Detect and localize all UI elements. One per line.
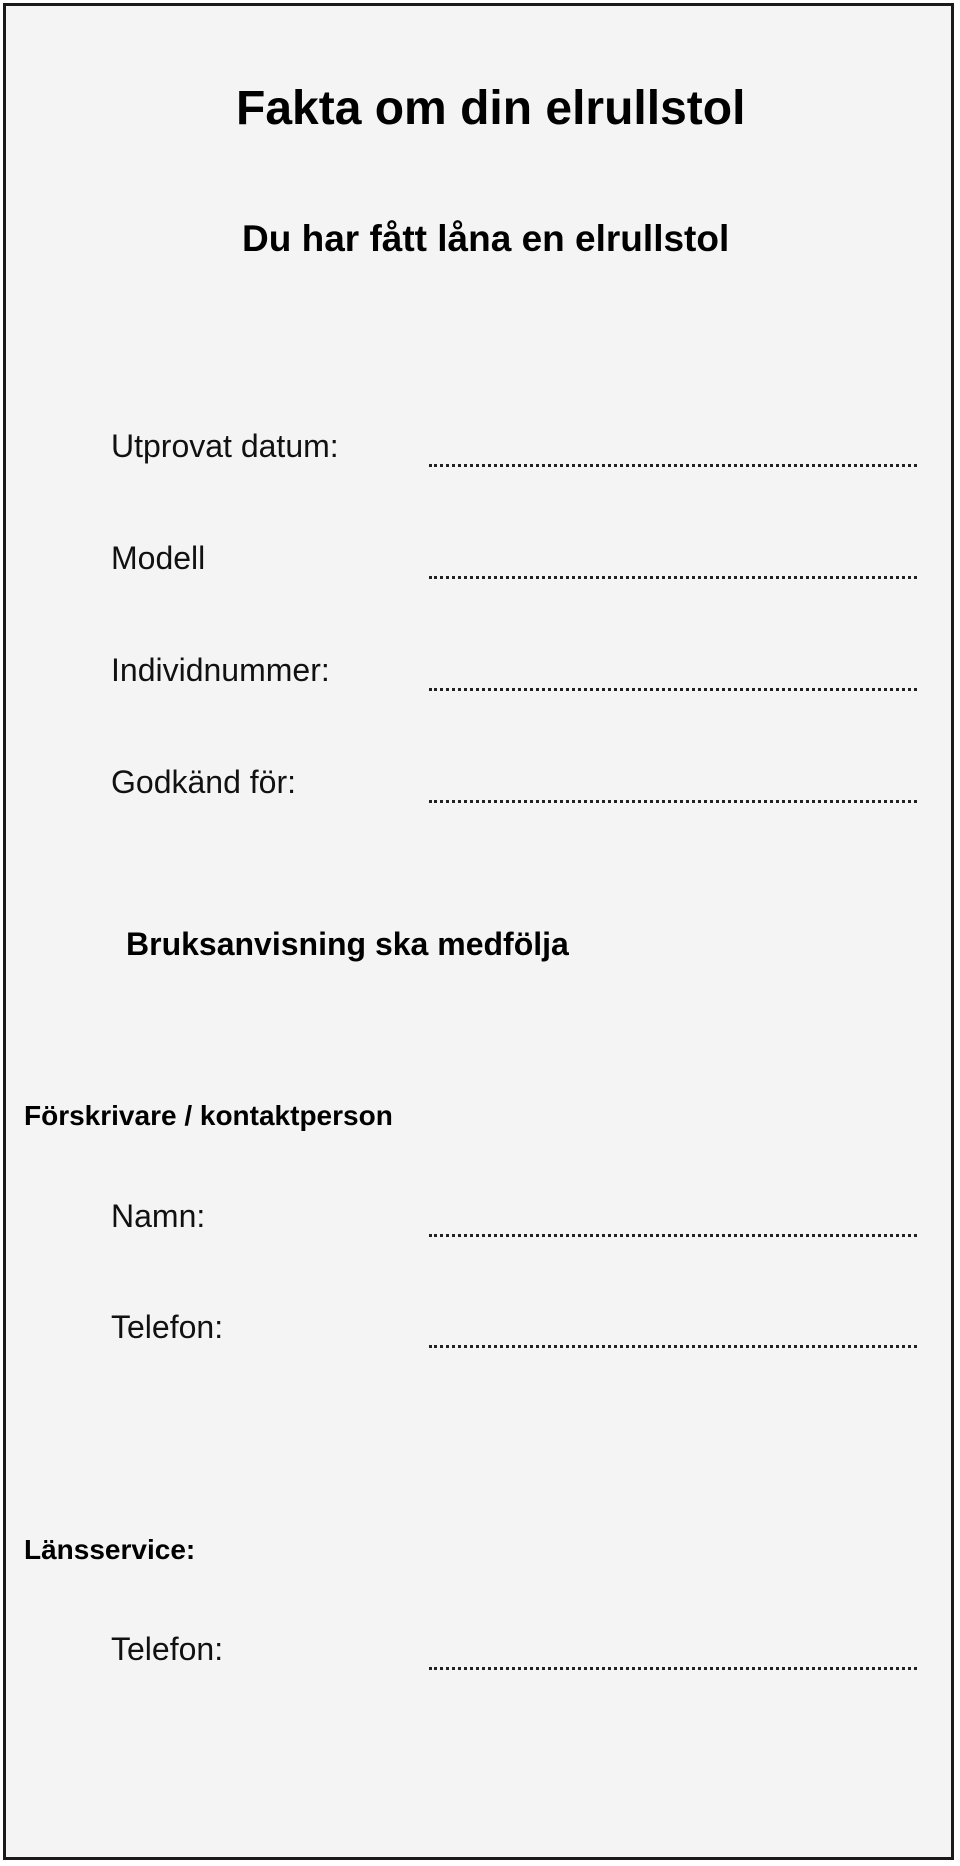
individual-number-label: Individnummer: [111,652,330,688]
county-service-phone-label: Telefon: [111,1631,224,1667]
approved-for-label: Godkänd för: [111,764,296,800]
prescriber-name-field[interactable] [429,1234,917,1237]
page-title: Fakta om din elrullstol [236,82,746,135]
prescriber-phone-field[interactable] [429,1345,917,1348]
manual-notice: Bruksanvisning ska medfölja [126,926,569,962]
approved-for-field[interactable] [429,800,917,803]
model-field[interactable] [429,576,917,579]
individual-number-field[interactable] [429,688,917,691]
model-label: Modell [111,540,206,576]
page-subtitle: Du har fått låna en elrullstol [242,218,730,259]
county-service-phone-field[interactable] [429,1667,917,1670]
prescriber-heading: Förskrivare / kontaktperson [24,1100,393,1131]
tested-date-field[interactable] [429,464,917,467]
prescriber-phone-label: Telefon: [111,1309,224,1345]
fact-card [3,3,954,1860]
tested-date-label: Utprovat datum: [111,428,339,464]
prescriber-name-label: Namn: [111,1198,206,1234]
county-service-heading: Länsservice: [24,1534,196,1565]
